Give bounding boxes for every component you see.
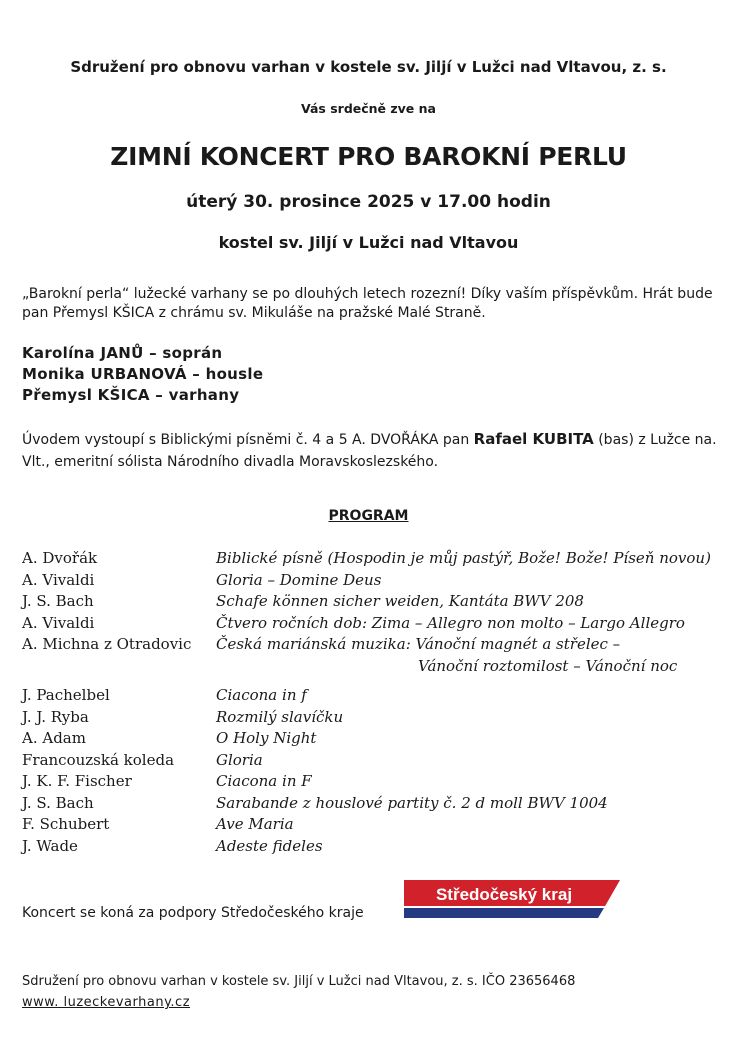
program-work: Schafe können sicher weiden, Kantáta BWV 208 xyxy=(216,592,584,610)
footer-organization: Sdružení pro obnovu varhan v kostele sv. Jiljí v Lužci nad Vltavou, z. s. IČO 23656468 xyxy=(22,974,576,989)
concert-venue: kostel sv. Jiljí v Lužci nad Vltavou xyxy=(218,233,519,252)
program-work: Vánoční roztomilost – Vánoční noc xyxy=(418,656,678,675)
program-composer: J. Wade xyxy=(22,836,78,855)
program-row xyxy=(22,793,722,815)
program-row xyxy=(22,750,722,772)
program-work: Rozmilý slavíčku xyxy=(216,707,344,726)
program-row xyxy=(22,570,722,592)
program-work: Ave Maria xyxy=(216,815,294,833)
performers-list xyxy=(22,343,263,406)
program-work: Biblické písně (Hospodin je můj pastýř, Bože! Bože! Píseň novou) xyxy=(216,549,711,567)
program-list xyxy=(22,548,722,857)
organization-name: Sdružení pro obnovu varhan v kostele sv. Jiljí v Lužci nad Vltavou, z. s. xyxy=(70,58,667,76)
opening-paragraph xyxy=(22,428,722,473)
program-work: Gloria xyxy=(216,750,263,769)
program-composer: J. J. Ryba xyxy=(22,707,89,726)
program-heading: PROGRAM xyxy=(328,508,409,524)
program-composer: A. Adam xyxy=(22,729,86,747)
program-row xyxy=(22,728,722,750)
logo-blue-band xyxy=(404,908,604,918)
concert-date: úterý 30. prosince 2025 v 17.00 hodin xyxy=(186,192,551,212)
program-composer: Francouzská koleda xyxy=(22,750,175,769)
program-composer: A. Vivaldi xyxy=(22,570,95,589)
program-row xyxy=(22,771,722,793)
program-composer: J. Pachelbel xyxy=(22,686,110,704)
program-composer: A. Dvořák xyxy=(22,549,98,567)
program-work: Ciacona in f xyxy=(216,686,307,704)
program-composer: F. Schubert xyxy=(22,815,110,833)
performer-organ: Přemysl KŠICA – varhany xyxy=(22,386,240,404)
program-work: Gloria – Domine Deus xyxy=(216,570,382,589)
stredocesky-kraj-logo xyxy=(404,880,620,918)
program-row xyxy=(22,634,722,656)
program-work: O Holy Night xyxy=(216,729,317,747)
program-row xyxy=(22,685,722,707)
program-row xyxy=(22,814,722,836)
logo-white-stripe xyxy=(404,906,605,908)
program-row-continuation xyxy=(22,656,722,678)
program-work: Česká mariánská muzika: Vánoční magnét a střelec – xyxy=(216,635,621,653)
program-row xyxy=(22,836,722,858)
soloist-name: Rafael KUBITA xyxy=(473,430,594,448)
program-work: Adeste fideles xyxy=(216,836,323,855)
support-note: Koncert se koná za podpory Středočeského kraje xyxy=(22,905,364,921)
opening-text-before: Úvodem vystoupí s Biblickými písněmi č. 4 a 5 A. DVOŘÁKA pan xyxy=(22,432,474,448)
program-spacer xyxy=(22,677,722,685)
program-work: Čtvero ročních dob: Zima – Allegro non molto – Largo Allegro xyxy=(216,613,685,632)
program-work: Sarabande z houslové partity č. 2 d moll BWV 1004 xyxy=(216,793,608,812)
performer-soprano: Karolína JANŮ – soprán xyxy=(22,344,223,362)
program-work: Ciacona in F xyxy=(216,772,312,790)
program-row xyxy=(22,548,722,570)
program-composer: J. S. Bach xyxy=(22,592,94,610)
concert-title: ZIMNÍ KONCERT PRO BAROKNÍ PERLU xyxy=(110,142,627,171)
program-row xyxy=(22,613,722,635)
logo-text: Středočeský kraj xyxy=(435,885,573,904)
program-composer: J. S. Bach xyxy=(22,793,94,812)
opening-text-after: (bas) z Lužce na. Vlt., emeritní sólista Národního divadla Moravskoslezského. xyxy=(22,432,717,470)
intro-paragraph: „Barokní perla“ lužecké varhany se po dlouhých letech rozezní! Díky vaším příspěvkům. Hrát bude pan Přemysl KŠICA z chrámu sv. Mikuláše na pražské Malé Straně. xyxy=(22,286,713,321)
program-row xyxy=(22,591,722,613)
program-row xyxy=(22,707,722,729)
program-composer: J. K. F. Fischer xyxy=(22,772,132,790)
invitation-line: Vás srdečně zve na xyxy=(301,101,436,116)
footer-website-link[interactable]: www. luzeckevarhany.cz xyxy=(22,995,191,1010)
performer-violin: Monika URBANOVÁ – housle xyxy=(22,365,264,383)
program-composer: A. Michna z Otradovic xyxy=(22,635,192,653)
program-composer: A. Vivaldi xyxy=(22,613,95,632)
